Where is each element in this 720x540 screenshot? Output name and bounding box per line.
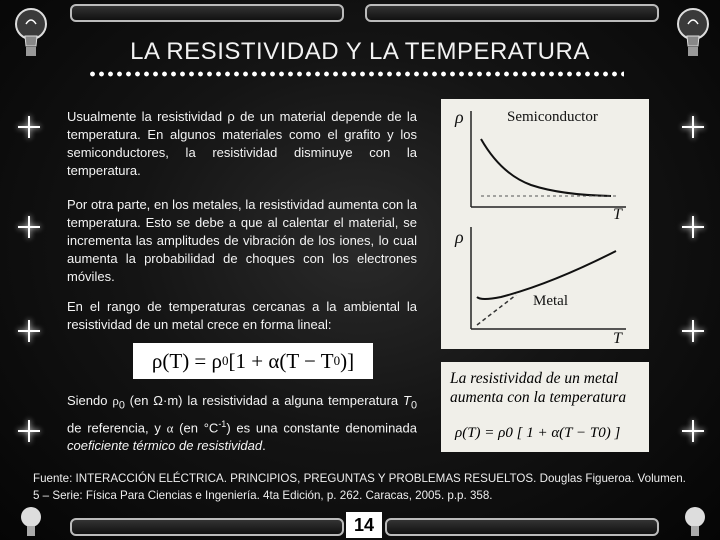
lightbulb-icon — [12, 6, 50, 62]
rho-sub: 0 — [118, 399, 125, 412]
caption-figure — [441, 362, 649, 452]
t0-sub: 0 — [410, 399, 417, 412]
source-citation: Fuente: INTERACCIÓN ELÉCTRICA. PRINCIPIOS, PREGUNTAS Y PROBLEMAS RESUELTOS. Douglas Figueroa. Volumen. 5 – Serie: Física Para Ciencias e Ingeniería. 4ta Edición, p. 262. Caracas, 2005. p.p. 358. — [33, 472, 686, 502]
formula-close: )] — [340, 348, 355, 373]
formula-rhs-sub: 0 — [333, 353, 341, 368]
film-strip-bottom-right — [385, 518, 659, 536]
caption-line-1: La resistividad de un metal — [450, 370, 619, 387]
caption-equation: ρ(T) = ρ0 [ 1 + α(T − T0) ] — [455, 425, 621, 441]
paragraph-1: Usualmente la resistividad ρ de un material depende de la temperatura. En algunos materiales como el grafito y los semiconductores, la resistividad disminuye con la temperatura. — [67, 109, 417, 178]
sparkle-icon — [682, 216, 704, 238]
sparkle-icon — [682, 116, 704, 138]
label-metal: Metal — [533, 293, 568, 309]
page-number: 14 — [346, 512, 382, 538]
definition-text: (en °C — [173, 419, 219, 435]
metal-curve — [477, 251, 616, 299]
formula-lhs: ρ(T) = ρ — [151, 348, 223, 373]
caption-text — [450, 369, 626, 407]
sparkle-icon — [682, 320, 704, 342]
axis-label-t-bottom: T — [613, 330, 622, 347]
semiconductor-curve — [481, 139, 611, 196]
sparkle-icon — [18, 320, 40, 342]
film-strip-top-right — [365, 4, 659, 22]
definition-text: . — [262, 437, 266, 453]
film-strip-top-left — [70, 4, 344, 22]
sparkle-icon — [682, 420, 704, 442]
paragraph-3: En el rango de temperaturas cercanas a la ambiental la resistividad de un metal crece en forma lineal: — [67, 299, 417, 332]
film-strip-bottom-left — [70, 518, 344, 536]
formula-rhs: [1 + α(T − T — [228, 348, 334, 373]
lightbulb-icon — [674, 6, 712, 62]
axis-label-t-top: T — [613, 206, 622, 223]
t0-symbol: T — [403, 393, 411, 408]
coefficient-term: coeficiente térmico de resistividad — [67, 437, 263, 453]
sparkle-icon — [18, 116, 40, 138]
definition-text: (en Ω·m) la resistividad a alguna temperatura — [124, 393, 403, 408]
resistivity-graph-figure — [441, 99, 649, 349]
resistivity-graph — [441, 99, 649, 349]
formula-sub: 0 — [222, 353, 229, 368]
axis-label-rho-top: ρ — [455, 107, 464, 127]
sparkle-icon — [18, 216, 40, 238]
definition-text: Siendo — [67, 393, 113, 408]
label-semiconductor: Semiconductor — [507, 109, 598, 125]
axis-label-rho-bottom: ρ — [455, 227, 464, 247]
rho-symbol: ρ — [112, 393, 119, 408]
resistivity-formula — [133, 343, 373, 379]
caption-line-2: aumenta con la temperatura — [450, 389, 627, 406]
lightbulb-icon — [682, 506, 708, 538]
alpha-symbol: α — [166, 419, 174, 435]
title-dotted-underline — [88, 70, 624, 78]
slide-title: LA RESISTIVIDAD Y LA TEMPERATURA — [130, 38, 590, 65]
definition-text: de referencia, y — [67, 419, 167, 435]
unit-superscript: -1 — [218, 418, 227, 429]
sparkle-icon — [18, 420, 40, 442]
definition-text: ) es una constante denominada — [226, 419, 417, 435]
definition-paragraph — [67, 392, 417, 455]
paragraph-2: Por otra parte, en los metales, la resistividad aumenta con la temperatura. Esto se debe a que al calentar el material, se incrementa las amplitudes de vibración de los iones, lo cual aumenta la probabilidad de choques con los electrones móviles. — [67, 197, 417, 284]
lightbulb-icon — [18, 506, 44, 538]
